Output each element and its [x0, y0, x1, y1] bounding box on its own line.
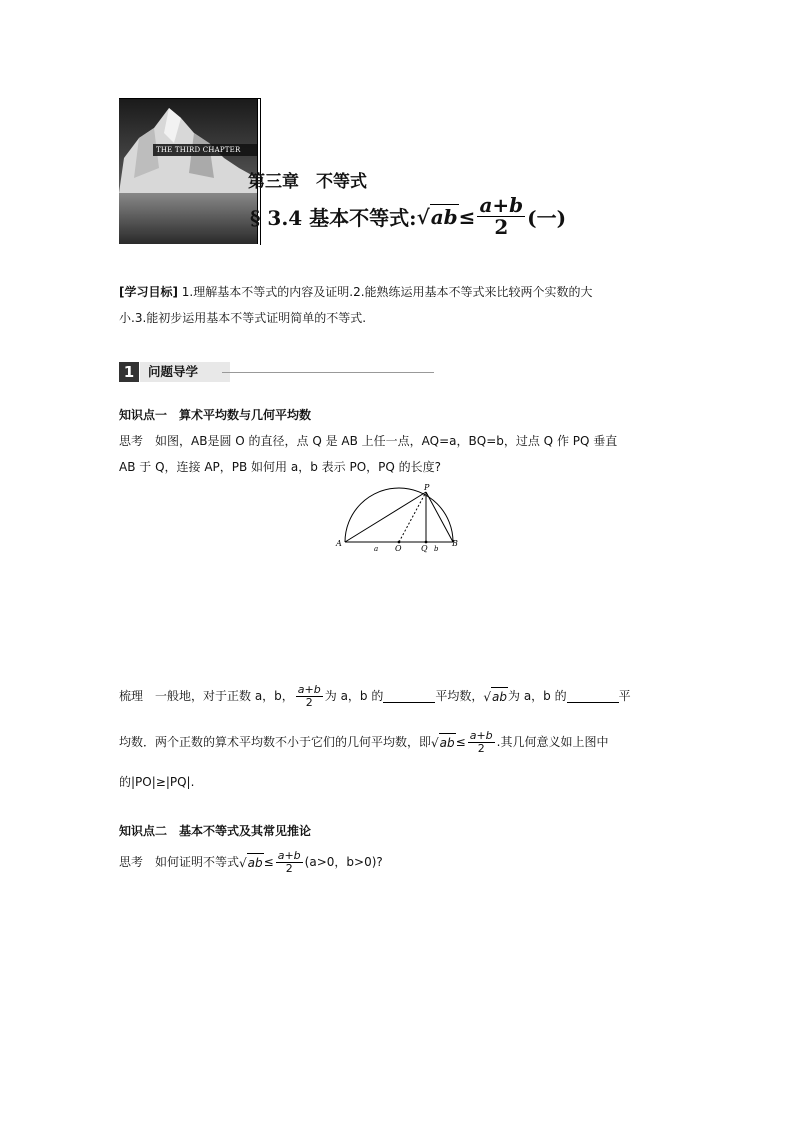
label-p: P: [424, 483, 430, 492]
kp1-think-line-1: 思考 如图，AB是圆 O 的直径，点 Q 是 AB 上任一点，AQ=a，BQ=b，过点 Q 作 PQ 垂直: [119, 434, 618, 448]
semicircle-figure: [330, 480, 470, 560]
label-b-length: b: [434, 545, 439, 553]
kp2-leq: ≤: [263, 855, 274, 870]
label-o: O: [395, 544, 402, 553]
blank-arithmetic[interactable]: [383, 690, 435, 703]
label-b-point: B: [452, 539, 458, 548]
semicircle-arc: [345, 488, 453, 542]
objectives-label: [学习目标]: [119, 285, 178, 299]
leq-symbol: ≤: [458, 204, 476, 229]
banner-number: 1: [119, 362, 139, 382]
sqrt-icon: √: [483, 689, 492, 704]
point-o: [398, 541, 401, 544]
sqrt-icon: √: [416, 205, 430, 229]
point-q: [425, 541, 428, 544]
sqrt-icon: √: [431, 735, 439, 750]
banner-divider: [222, 372, 434, 373]
label-q: Q: [421, 544, 428, 553]
summary-fraction-denominator: 2: [305, 695, 313, 709]
kp1-think-line-2: AB 于 Q，连接 AP，PB 如何用 a，b 表示 PO，PQ 的长度?: [119, 460, 442, 474]
segment-pb: [426, 492, 453, 542]
summary-sqrt-radicand: ab: [491, 687, 508, 706]
kp2-sqrt: [239, 853, 264, 872]
banner-label: 问题导学: [140, 362, 230, 382]
section-title: [250, 195, 566, 238]
blank-geometric[interactable]: [567, 690, 619, 703]
objectives-line-2: 小.3.能初步运用基本不等式证明简单的不等式.: [119, 311, 367, 325]
summary-fraction-2: [468, 730, 495, 754]
kp2-fraction-denominator: 2: [285, 861, 293, 875]
summary-text-f: 均数．两个正数的算术平均数不小于它们的几何平均数，即: [119, 735, 432, 750]
summary-text-e: 平: [618, 689, 631, 704]
kp2-think-text-a: 思考 如何证明不等式: [119, 855, 240, 870]
cover-frame: [119, 98, 261, 245]
fraction-numerator: a+b: [479, 193, 524, 217]
label-a-point: A: [336, 539, 342, 548]
kp2-think-text-b: (a>0，b>0)?: [304, 855, 383, 870]
sqrt-radicand: ab: [430, 205, 458, 229]
fraction: [477, 195, 525, 238]
summary-leq: ≤: [455, 735, 466, 750]
summary-text-d: 为 a，b 的: [508, 689, 567, 704]
segment-po: [399, 492, 426, 542]
summary-line-3: 的|PO|≥|PQ|.: [119, 775, 195, 789]
kp2-fraction: [276, 850, 303, 874]
summary-text-a: 梳理 一般地，对于正数 a，b，: [119, 689, 294, 704]
fraction-denominator: 2: [494, 215, 509, 239]
objectives-text-1: 1.理解基本不等式的内容及证明.2.能熟练运用基本不等式来比较两个实数的大: [177, 285, 593, 299]
segment-ap: [345, 492, 426, 542]
section-suffix: (一): [527, 206, 567, 230]
summary-fraction-2-numerator: a+b: [469, 729, 493, 742]
summary-text-g: .其几何意义如上图中: [496, 735, 609, 750]
summary-text-b: 为 a，b 的: [324, 689, 384, 704]
summary-fraction-numerator: a+b: [297, 683, 321, 696]
kp2-title: 知识点二 基本不等式及其常见推论: [119, 824, 312, 838]
summary-fraction: [296, 684, 323, 708]
summary-fraction-2-denominator: 2: [477, 741, 485, 755]
label-a-length: a: [374, 545, 379, 553]
summary-text-c: 平均数，: [435, 689, 484, 704]
kp1-title: 知识点一 算术平均数与几何平均数: [119, 408, 312, 422]
chapter-english-title: THE THIRD CHAPTER: [156, 146, 241, 154]
summary-line-1: [119, 684, 631, 708]
chapter-title: 第三章 不等式: [248, 172, 367, 192]
sqrt-expression: [417, 204, 459, 229]
summary-sqrt-2: [431, 733, 456, 752]
summary-sqrt-radicand-2: ab: [439, 733, 456, 752]
sqrt-icon: √: [239, 855, 247, 870]
kp2-think: [119, 850, 383, 874]
summary-line-2: [119, 730, 609, 754]
section-prefix: § 3.4 基本不等式:: [250, 206, 417, 230]
summary-sqrt: [483, 687, 508, 706]
kp2-sqrt-radicand: ab: [247, 853, 264, 872]
kp2-fraction-numerator: a+b: [277, 849, 301, 862]
objectives-line-1: [119, 283, 593, 301]
